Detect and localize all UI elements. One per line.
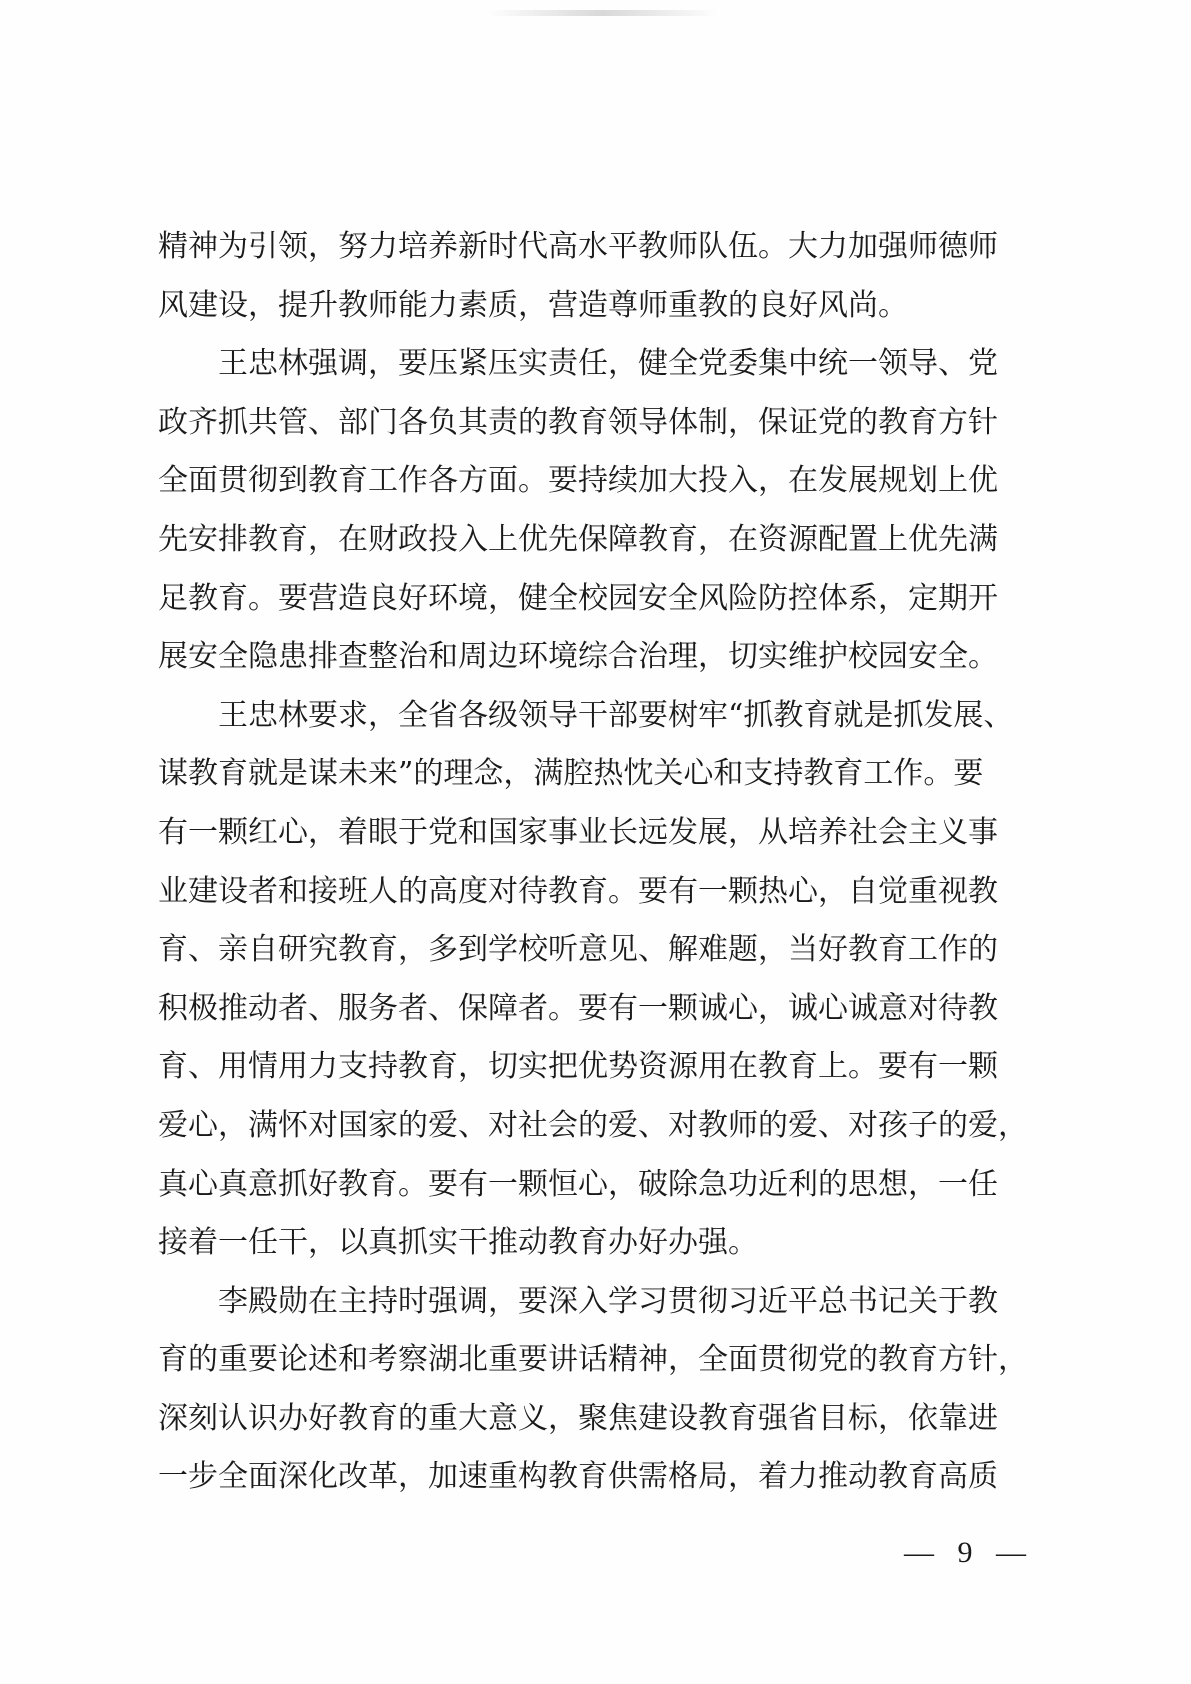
page-number: — 9 — — [904, 1536, 1034, 1569]
text-line: 积极推动者、服务者、保障者。要有一颗诚心，诚心诚意对待教 — [158, 990, 998, 1026]
text-line: 先安排教育，在财政投入上优先保障教育，在资源配置上优先满 — [158, 521, 998, 557]
text-line: 王忠林要求，全省各级领导干部要树牢“抓教育就是抓发展、 — [218, 697, 1014, 733]
text-line: 风建设，提升教师能力素质，营造尊师重教的良好风尚。 — [158, 287, 908, 323]
text-line: 王忠林强调，要压紧压实责任，健全党委集中统一领导、党 — [218, 346, 998, 382]
text-line: 政齐抓共管、部门各负其责的教育领导体制，保证党的教育方针 — [158, 404, 998, 440]
text-line: 一步全面深化改革，加速重构教育供需格局，着力推动教育高质 — [158, 1459, 998, 1495]
body-text — [158, 218, 1038, 1507]
scan-artifact — [488, 10, 718, 16]
text-line: 业建设者和接班人的高度对待教育。要有一颗热心，自觉重视教 — [158, 873, 998, 909]
text-line: 李殿勋在主持时强调，要深入学习贯彻习近平总书记关于教 — [218, 1283, 998, 1319]
text-line: 谋教育就是谋未来”的理念，满腔热忱关心和支持教育工作。要 — [158, 756, 984, 792]
text-line: 有一颗红心，着眼于党和国家事业长远发展，从培养社会主义事 — [158, 814, 998, 850]
text-line: 精神为引领，努力培养新时代高水平教师队伍。大力加强师德师 — [158, 229, 998, 264]
text-line: 接着一任干，以真抓实干推动教育办好办强。 — [158, 1225, 758, 1261]
text-line: 育、用情用力支持教育，切实把优势资源用在教育上。要有一颗 — [158, 1049, 998, 1085]
text-line: 足教育。要营造良好环境，健全校园安全风险防控体系，定期开 — [158, 580, 998, 616]
text-line: 全面贯彻到教育工作各方面。要持续加大投入，在发展规划上优 — [158, 463, 998, 499]
text-line: 育的重要论述和考察湖北重要讲话精神，全面贯彻党的教育方针， — [158, 1342, 1028, 1378]
text-line: 深刻认识办好教育的重大意义，聚焦建设教育强省目标，依靠进 — [158, 1400, 998, 1436]
text-line: 爱心，满怀对国家的爱、对社会的爱、对教师的爱、对孩子的爱， — [158, 1107, 1028, 1143]
text-line: 真心真意抓好教育。要有一颗恒心，破除急功近利的思想，一任 — [158, 1166, 998, 1202]
text-line: 展安全隐患排查整治和周边环境综合治理，切实维护校园安全。 — [158, 639, 998, 675]
text-line: 育、亲自研究教育，多到学校听意见、解难题，当好教育工作的 — [158, 932, 998, 968]
